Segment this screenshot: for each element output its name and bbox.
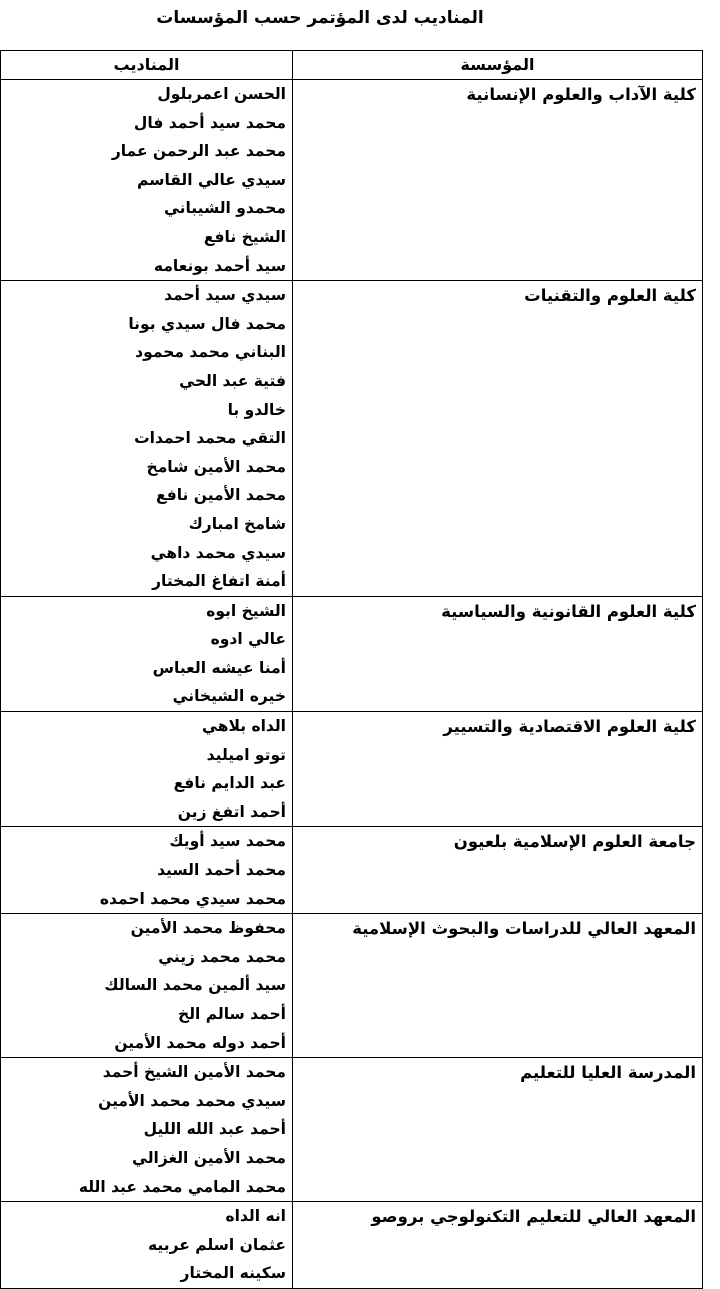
delegate-list [7, 281, 286, 596]
table-row [1, 596, 703, 711]
institution-name: كلية العلوم والتقنيات [524, 286, 696, 306]
delegate-name: توتو اميليد [206, 745, 286, 764]
delegate-name: أمنة اتفاغ المختار [152, 572, 286, 591]
institution-name: كلية العلوم الاقتصادية والتسيير [443, 717, 696, 737]
institution-name: كلية الآداب والعلوم الإنسانية [466, 85, 696, 104]
institution-name: المعهد العالي للتعليم التكنولوجي بروصو [371, 1207, 696, 1227]
delegate-list [7, 712, 286, 826]
delegates-cell [1, 281, 293, 597]
delegate-name: سيدي محمد داهي [150, 543, 286, 562]
institution-column-header: المؤسسة [293, 51, 703, 80]
delegate-name: أمنا عيشه العباس [152, 658, 286, 677]
table-row [1, 827, 703, 914]
delegate-name: الشيخ ابوه [206, 601, 286, 620]
delegate-name: خالدو با [227, 400, 286, 419]
institution-name: المعهد العالي للدراسات والبحوث الإسلامية [352, 919, 696, 939]
delegate-name: محمد سيدي محمد احمده [99, 889, 286, 908]
delegate-name: أحمد دوله محمد الأمين [114, 1033, 286, 1052]
table-row [1, 281, 703, 597]
delegates-cell [1, 914, 293, 1058]
institution-cell [293, 1058, 703, 1202]
delegates-cell [1, 827, 293, 914]
delegate-name: أحمد اتفغ زين [177, 802, 286, 821]
delegate-name: محمد الأمين نافع [155, 486, 286, 505]
delegate-name: محمد المامي محمد عبد الله [78, 1177, 286, 1196]
delegate-list [7, 80, 286, 280]
delegate-list [7, 1202, 286, 1288]
institution-cell [293, 712, 703, 827]
delegate-name: سيدي محمد محمد الأمين [98, 1091, 286, 1110]
delegates-column-header: المناديب [1, 51, 293, 80]
delegate-name: محمد محمد زيني [158, 947, 286, 966]
delegates-cell [1, 596, 293, 711]
delegate-name: سكينه المختار [180, 1264, 286, 1283]
delegate-name: محمد الأمين شامخ [146, 457, 286, 476]
delegates-cell [1, 712, 293, 827]
delegate-name: محمد سيد أحمد فال [133, 113, 286, 132]
delegate-name: أحمد سالم الخ [178, 1005, 286, 1023]
institution-name: المدرسة العليا للتعليم [520, 1063, 696, 1083]
delegate-name: عالي ادوه [210, 630, 286, 649]
delegates-table [0, 50, 703, 1289]
delegates-cell [1, 1202, 293, 1289]
delegate-list [7, 827, 286, 913]
table-row [1, 914, 703, 1058]
table-row [1, 712, 703, 827]
institution-name: كلية العلوم القانونية والسياسية [441, 601, 696, 621]
institution-cell [293, 596, 703, 711]
delegate-name: التقي محمد احمدات [134, 429, 286, 448]
delegate-name: سيد ألمين محمد السالك [104, 976, 286, 995]
table-header-row [1, 51, 703, 80]
institution-cell [293, 1202, 703, 1289]
table-row [1, 1058, 703, 1202]
delegates-cell [1, 80, 293, 281]
delegate-name: عبد الدايم نافع [173, 774, 286, 793]
delegate-name: خيره الشيخاني [172, 687, 286, 706]
delegates-cell [1, 1058, 293, 1202]
table-row [1, 80, 703, 281]
delegate-name: أحمد عبد الله الليل [143, 1120, 286, 1139]
delegate-name: محفوظ محمد الأمين [130, 919, 286, 938]
delegate-name: سيدي عالي القاسم [137, 170, 286, 189]
institution-cell [293, 281, 703, 597]
delegate-name: الحسن اعمربلول [157, 85, 286, 103]
institution-cell [293, 80, 703, 281]
delegate-name: الشيخ نافع [203, 227, 286, 246]
delegate-name: انه الداه [225, 1207, 286, 1226]
delegate-name: الداه بلاهي [202, 717, 286, 736]
delegate-name: سيد أحمد بونعامه [153, 256, 286, 275]
delegate-list [7, 1058, 286, 1201]
delegate-name: محمد فال سيدي بونا [128, 314, 286, 333]
delegate-list [7, 914, 286, 1057]
delegate-name: محمدو الشيباني [163, 199, 286, 218]
table-body [1, 80, 703, 1289]
table-row [1, 1202, 703, 1289]
delegate-name: البناني محمد محمود [135, 343, 286, 362]
delegate-name: محمد الأمين الشيخ أحمد [102, 1063, 286, 1082]
delegate-name: شامخ امبارك [188, 514, 286, 533]
page-title: المناديب لدى المؤتمر حسب المؤسسات [156, 8, 484, 28]
delegate-name: محمد عبد الرحمن عمار [111, 142, 286, 161]
delegate-name: محمد الأمين الغزالي [132, 1148, 286, 1167]
delegate-name: سيدي سيد أحمد [164, 286, 286, 305]
delegate-name: عثمان اسلم عربيه [148, 1235, 286, 1254]
institution-cell [293, 827, 703, 914]
delegate-name: محمد سيد أويك [169, 832, 286, 851]
institution-cell [293, 914, 703, 1058]
delegate-list [7, 597, 286, 711]
delegate-name: فتية عبد الحي [179, 371, 286, 390]
delegate-name: محمد أحمد السيد [157, 861, 286, 880]
institution-name: جامعة العلوم الإسلامية بلعيون [453, 832, 696, 852]
